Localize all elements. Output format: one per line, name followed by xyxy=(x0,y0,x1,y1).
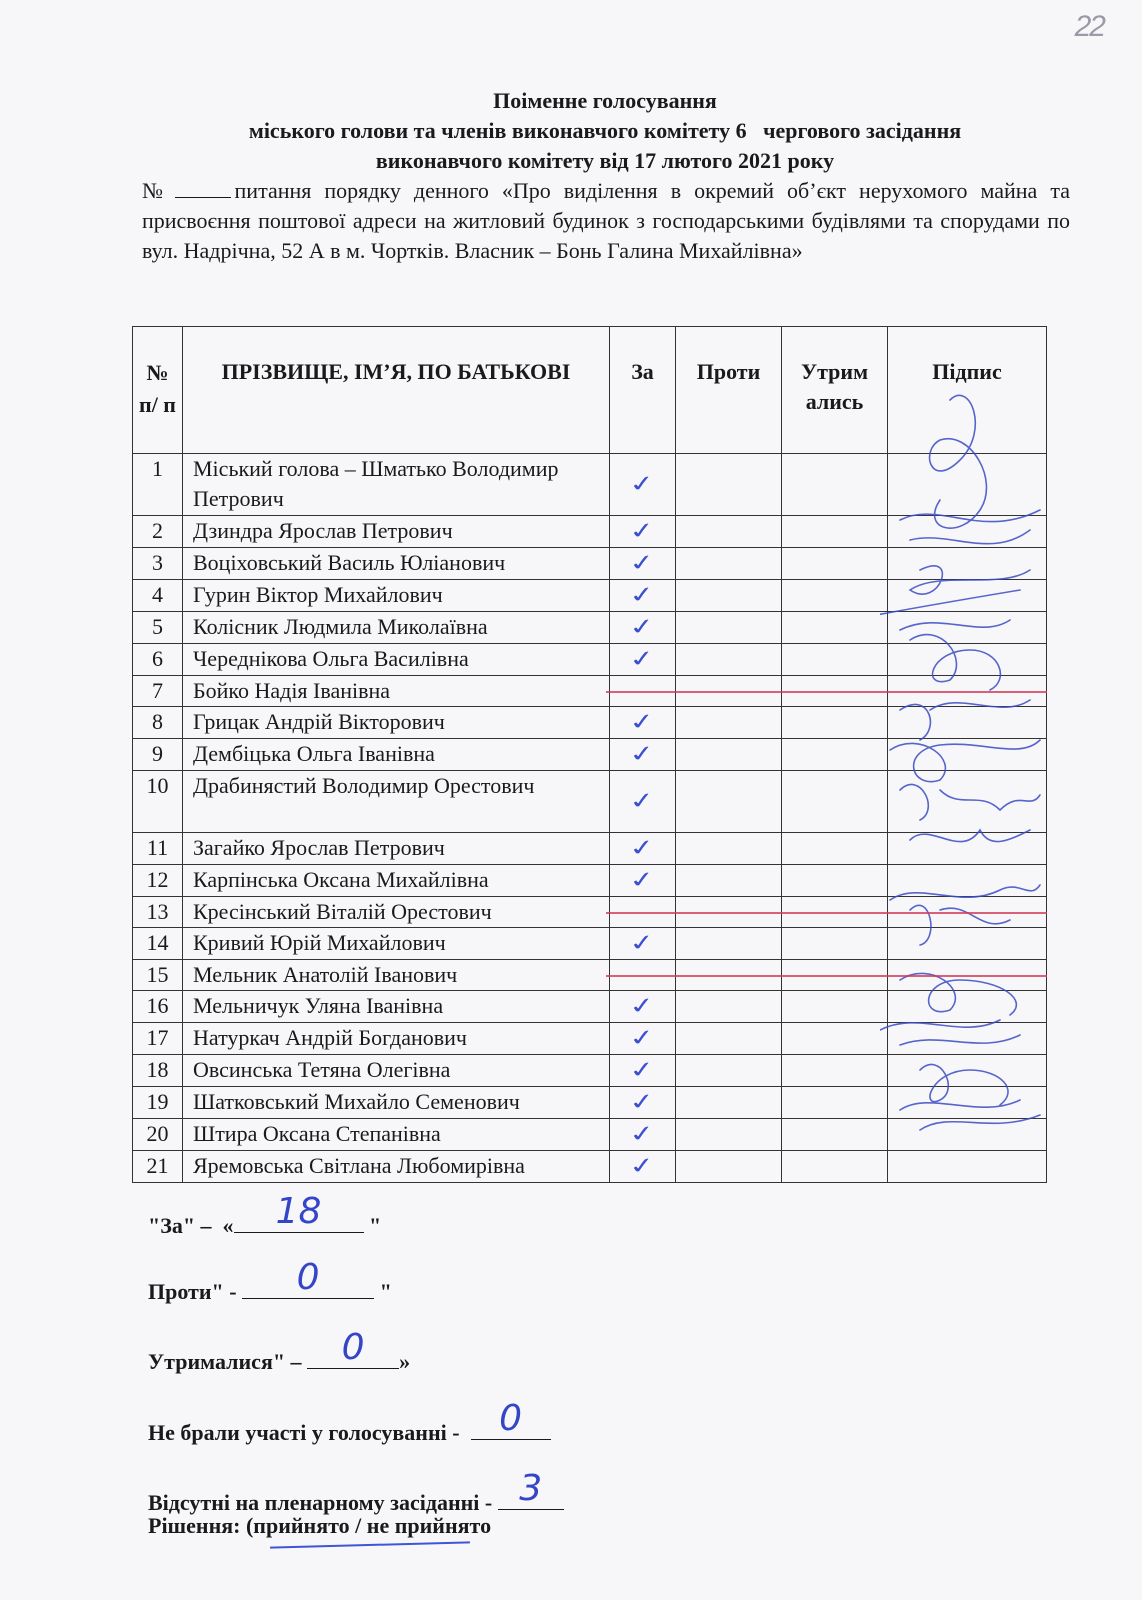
member-name: Череднікова Ольга Василівна xyxy=(183,644,610,676)
summary-decision xyxy=(148,1513,491,1539)
vote-abstained-cell xyxy=(782,580,888,612)
checkmark-icon: ✓ xyxy=(627,645,658,674)
row-number: 21 xyxy=(133,1151,183,1183)
row-number: 13 xyxy=(133,897,183,928)
vote-for-cell xyxy=(610,1087,676,1119)
vote-against-cell xyxy=(676,1055,782,1087)
member-name: Драбинястий Володимир Орестович xyxy=(183,771,610,833)
checkmark-icon: ✓ xyxy=(627,1024,658,1053)
row-number: 6 xyxy=(133,644,183,676)
row-number: 12 xyxy=(133,865,183,897)
checkmark-icon: ✓ xyxy=(627,834,658,863)
row-number: 7 xyxy=(133,676,183,707)
vote-abstained-cell xyxy=(782,1119,888,1151)
row-number: 4 xyxy=(133,580,183,612)
vote-against-cell xyxy=(676,1023,782,1055)
vote-for-cell xyxy=(610,1023,676,1055)
vote-against-cell xyxy=(676,580,782,612)
checkmark-icon: ✓ xyxy=(627,992,658,1021)
summary-for-value: 18 xyxy=(275,1191,322,1232)
summary-not-voted xyxy=(148,1398,551,1446)
summary-not-voted-value: 0 xyxy=(499,1398,523,1439)
vote-against-cell xyxy=(676,739,782,771)
vote-for-cell xyxy=(610,1151,676,1183)
vote-against-cell xyxy=(676,771,782,833)
vote-abstained-cell xyxy=(782,1023,888,1055)
vote-for-cell xyxy=(610,771,676,833)
signature-mark xyxy=(900,784,1040,820)
vote-for-cell xyxy=(610,833,676,865)
signature-mark xyxy=(910,830,1030,842)
row-number: 10 xyxy=(133,771,183,833)
summary-against-label: Проти" - xyxy=(148,1279,243,1304)
vote-for-cell xyxy=(610,928,676,960)
summary-against-blank xyxy=(242,1257,374,1299)
signature-mark xyxy=(900,700,1030,740)
checkmark-icon: ✓ xyxy=(627,1056,658,1085)
member-name: Дзиндра Ярослав Петрович xyxy=(183,516,610,548)
vote-for-cell xyxy=(610,580,676,612)
signature-mark xyxy=(880,1020,1020,1045)
row-number: 2 xyxy=(133,516,183,548)
vote-abstained-cell xyxy=(782,1055,888,1087)
signature-mark xyxy=(900,510,1040,544)
member-name: Дембіцька Ольга Іванівна xyxy=(183,739,610,771)
checkmark-icon: ✓ xyxy=(627,1152,658,1181)
vote-abstained-cell xyxy=(782,1087,888,1119)
vote-abstained-cell xyxy=(782,991,888,1023)
summary-against-value: 0 xyxy=(296,1257,320,1298)
member-name: Гурин Віктор Михайлович xyxy=(183,580,610,612)
signature-mark xyxy=(890,885,1040,900)
summary-not-voted-blank xyxy=(471,1398,551,1440)
vote-against-cell xyxy=(676,548,782,580)
summary-for-blank xyxy=(234,1191,364,1233)
vote-against-cell xyxy=(676,865,782,897)
member-name: Колісник Людмила Миколаївна xyxy=(183,612,610,644)
vote-abstained-cell xyxy=(782,928,888,960)
vote-abstained-cell xyxy=(782,771,888,833)
summary-decision-label: Рішення: (прийнято / не прийнято xyxy=(148,1513,492,1538)
table-row xyxy=(133,1151,1047,1183)
vote-for-cell xyxy=(610,1055,676,1087)
vote-for-cell xyxy=(610,612,676,644)
summary-not-voted-label: Не брали участі у голосуванні - xyxy=(148,1420,471,1445)
summary-absent-label: Відсутні на пленарному засіданні - xyxy=(148,1490,498,1515)
vote-abstained-cell xyxy=(782,1151,888,1183)
vote-against-cell xyxy=(676,516,782,548)
summary-abstained-blank xyxy=(307,1327,399,1369)
row-number: 20 xyxy=(133,1119,183,1151)
summary-for xyxy=(148,1191,382,1239)
signatures-column xyxy=(880,390,1060,1150)
signature-mark xyxy=(900,973,1016,1015)
strike-line xyxy=(606,912,1048,914)
summary-abstained-tail: » xyxy=(399,1349,411,1374)
member-name: Штира Оксана Степанівна xyxy=(183,1119,610,1151)
decision-underline xyxy=(270,1541,470,1548)
vote-for-cell xyxy=(610,644,676,676)
member-name: Яремовська Світлана Любомирівна xyxy=(183,1151,610,1183)
member-name: Овсинська Тетяна Олегівна xyxy=(183,1055,610,1087)
header-signature: Підпис xyxy=(888,327,1047,454)
vote-against-cell xyxy=(676,991,782,1023)
row-number: 15 xyxy=(133,960,183,991)
summary-abstained-value: 0 xyxy=(341,1327,365,1368)
vote-abstained-cell xyxy=(782,833,888,865)
header-abstained: Утрим ались xyxy=(782,327,888,454)
signature-mark xyxy=(910,566,1030,594)
checkmark-icon: ✓ xyxy=(627,787,658,816)
checkmark-icon: ✓ xyxy=(627,549,658,578)
summary-for-label: "За" – « xyxy=(148,1213,234,1238)
member-name: Грицак Андрій Вікторович xyxy=(183,707,610,739)
title-line-3: виконавчого комітету від 17 лютого 2021 року xyxy=(375,148,835,173)
row-number: 17 xyxy=(133,1023,183,1055)
summary-abstained xyxy=(148,1327,411,1375)
agenda-number-blank xyxy=(175,179,231,198)
vote-for-cell xyxy=(610,707,676,739)
vote-for-cell xyxy=(610,548,676,580)
vote-for-cell xyxy=(610,454,676,516)
member-name: Воціховський Василь Юліанович xyxy=(183,548,610,580)
vote-abstained-cell xyxy=(782,739,888,771)
vote-for-cell xyxy=(610,516,676,548)
checkmark-icon: ✓ xyxy=(627,517,658,546)
header-name: ПРІЗВИЩЕ, ІМ’Я, ПО БАТЬКОВІ xyxy=(183,327,610,454)
checkmark-icon: ✓ xyxy=(627,866,658,895)
strike-line xyxy=(606,691,1048,693)
checkmark-icon: ✓ xyxy=(627,613,658,642)
signature-mark xyxy=(910,635,1000,690)
member-name: Загайко Ярослав Петрович xyxy=(183,833,610,865)
header-for: За xyxy=(610,327,676,454)
strike-line xyxy=(606,975,1048,977)
checkmark-icon: ✓ xyxy=(627,740,658,769)
member-name: Шатковський Михайло Семенович xyxy=(183,1087,610,1119)
vote-against-cell xyxy=(676,1119,782,1151)
title-line-2: міського голови та членів виконавчого комітету 6 чергового засідання xyxy=(248,118,962,143)
member-name: Мельник Анатолій Іванович xyxy=(183,960,610,991)
signature-mark xyxy=(920,1064,1008,1105)
vote-against-cell xyxy=(676,612,782,644)
vote-against-cell xyxy=(676,833,782,865)
member-name: Мельничук Уляна Іванівна xyxy=(183,991,610,1023)
vote-for-cell xyxy=(610,739,676,771)
summary-absent xyxy=(148,1468,564,1516)
member-name: Натуркач Андрій Богданович xyxy=(183,1023,610,1055)
row-number: 1 xyxy=(133,454,183,516)
checkmark-icon: ✓ xyxy=(627,708,658,737)
signature-mark xyxy=(890,740,1040,782)
member-name: Кресінський Віталій Орестович xyxy=(183,897,610,928)
vote-abstained-cell xyxy=(782,865,888,897)
vote-abstained-cell xyxy=(782,707,888,739)
row-number: 18 xyxy=(133,1055,183,1087)
agenda-number-prefix: № xyxy=(142,178,171,203)
row-number: 11 xyxy=(133,833,183,865)
vote-for-cell xyxy=(610,991,676,1023)
vote-abstained-cell xyxy=(782,454,888,516)
checkmark-icon: ✓ xyxy=(627,1088,658,1117)
vote-for-cell xyxy=(610,865,676,897)
row-number: 9 xyxy=(133,739,183,771)
summary-for-tail: " xyxy=(363,1213,382,1238)
header-against: Проти xyxy=(676,327,782,454)
agenda-text: питання порядку денного «Про виділення в окремий об’єкт нерухомого майна та присвоєння поштової адреси на житловий будинок з господарськими будівлями та спорудами по вул. Надрічна, 52 А в м. Чортків. Власник – Бонь Галина Михайлівна» xyxy=(142,178,1070,263)
row-number: 14 xyxy=(133,928,183,960)
row-number: 16 xyxy=(133,991,183,1023)
header-number: № п/ п xyxy=(133,327,183,454)
agenda-item xyxy=(142,176,1070,266)
document-title xyxy=(140,86,1070,176)
checkmark-icon: ✓ xyxy=(627,581,658,610)
checkmark-icon: ✓ xyxy=(627,929,658,958)
vote-abstained-cell xyxy=(782,516,888,548)
member-name: Кривий Юрій Михайлович xyxy=(183,928,610,960)
summary-against xyxy=(148,1257,392,1305)
checkmark-icon: ✓ xyxy=(627,1120,658,1149)
summary-absent-value: 3 xyxy=(519,1468,543,1509)
vote-against-cell xyxy=(676,1087,782,1119)
member-name: Карпінська Оксана Михайлівна xyxy=(183,865,610,897)
vote-against-cell xyxy=(676,454,782,516)
row-number: 19 xyxy=(133,1087,183,1119)
vote-abstained-cell xyxy=(782,548,888,580)
vote-against-cell xyxy=(676,1151,782,1183)
row-number: 8 xyxy=(133,707,183,739)
signature-mark xyxy=(880,590,1020,630)
signature-cell xyxy=(888,1151,1047,1183)
vote-for-cell xyxy=(610,1119,676,1151)
vote-abstained-cell xyxy=(782,612,888,644)
member-name: Міський голова – Шматько Володимир Петрович xyxy=(183,454,610,516)
summary-against-tail: " xyxy=(374,1279,392,1304)
checkmark-icon: ✓ xyxy=(627,470,658,499)
vote-against-cell xyxy=(676,707,782,739)
vote-abstained-cell xyxy=(782,644,888,676)
title-line-1: Поіменне голосування xyxy=(493,88,717,113)
summary-absent-blank xyxy=(498,1468,564,1510)
signature-mark xyxy=(930,395,987,528)
row-number: 5 xyxy=(133,612,183,644)
vote-against-cell xyxy=(676,644,782,676)
summary-abstained-label: Утрималися" – xyxy=(148,1349,308,1374)
page-number: 22 xyxy=(1074,10,1104,43)
vote-against-cell xyxy=(676,928,782,960)
signature-mark xyxy=(900,1100,1040,1130)
row-number: 3 xyxy=(133,548,183,580)
member-name: Бойко Надія Іванівна xyxy=(183,676,610,707)
